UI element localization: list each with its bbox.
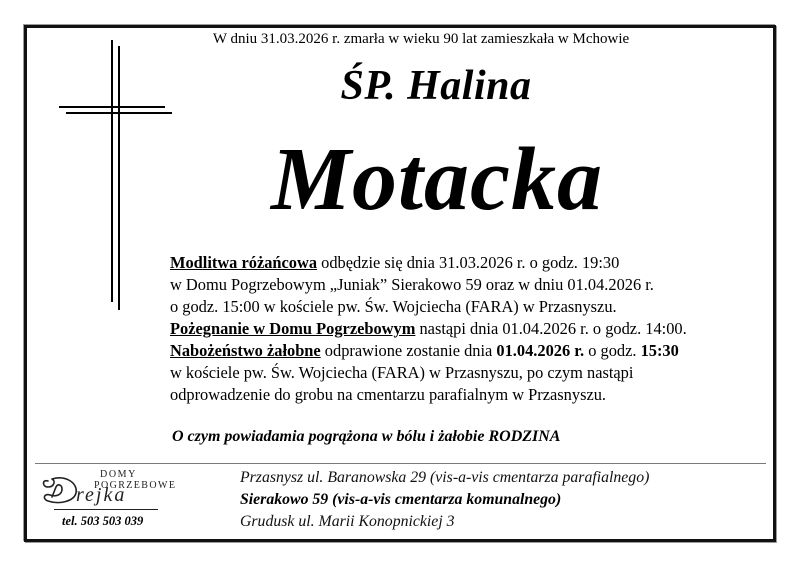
burial-line: odprowadzenie do grobu na cmentarzu parafialnym w Przasnyszu. bbox=[170, 385, 607, 404]
rosary-text: odbędzie się dnia 31.03.2026 r. o godz. 19:30 bbox=[317, 253, 620, 272]
family-closing: O czym powiadamia pogrążona w bólu i żałobie RODZINA bbox=[172, 428, 561, 445]
ceremony-details bbox=[170, 252, 750, 406]
rosary-label: Modlitwa różańcowa bbox=[170, 253, 318, 272]
farewell-label: Pożegnanie w Domu Pogrzebowym bbox=[170, 319, 416, 338]
mass-text-b: o godz. bbox=[584, 341, 641, 360]
mass-date: 01.04.2026 r. bbox=[496, 341, 585, 360]
script-d-icon bbox=[40, 475, 80, 505]
church-procession-line: w kościele pw. Św. Wojciecha (FARA) w Przasnyszu, po czym nastąpi bbox=[170, 363, 634, 382]
funeral-home-logo bbox=[34, 467, 177, 532]
logo-underline bbox=[54, 509, 158, 510]
logo-line1: DOMY bbox=[100, 469, 137, 480]
logo-line2: POGRZEBOWE bbox=[94, 480, 177, 491]
address-przasnysz: Przasnysz ul. Baranowska 29 (vis-a-vis cmentarza parafialnego) bbox=[240, 469, 650, 486]
church-line: o godz. 15:00 w kościele pw. Św. Wojciecha (FARA) w Przasnyszu. bbox=[170, 297, 617, 316]
deceased-surname: Motacka bbox=[271, 130, 603, 229]
funeral-home-line: w Domu Pogrzebowym „Juniak” Sierakowo 59 oraz w dniu 01.04.2026 r. bbox=[170, 275, 654, 294]
mass-text-a: odprawione zostanie dnia bbox=[320, 341, 497, 360]
farewell-line bbox=[170, 318, 750, 340]
phone-number: tel. 503 503 039 bbox=[62, 514, 144, 528]
funeral-home-addresses bbox=[240, 467, 649, 533]
mass-time: 15:30 bbox=[640, 341, 679, 360]
footer-divider bbox=[35, 463, 766, 464]
mass-label: Nabożeństwo żałobne bbox=[170, 341, 321, 360]
death-announcement-line: W dniu 31.03.2026 r. zmarła w wieku 90 lat zamieszkała w Mchowie bbox=[212, 31, 630, 47]
logo-brand: rejka bbox=[76, 484, 127, 506]
address-grudusk: Grudusk ul. Marii Konopnickiej 3 bbox=[240, 513, 455, 530]
farewell-text: nastąpi dnia 01.04.2026 r. o godz. 14:00. bbox=[415, 319, 687, 338]
rosary-line bbox=[170, 252, 750, 274]
mass-line bbox=[170, 340, 750, 362]
address-sierakowo: Sierakowo 59 (vis-a-vis cmentarza komunalnego) bbox=[240, 491, 562, 508]
deceased-first-name: ŚP. Halina bbox=[340, 63, 532, 109]
